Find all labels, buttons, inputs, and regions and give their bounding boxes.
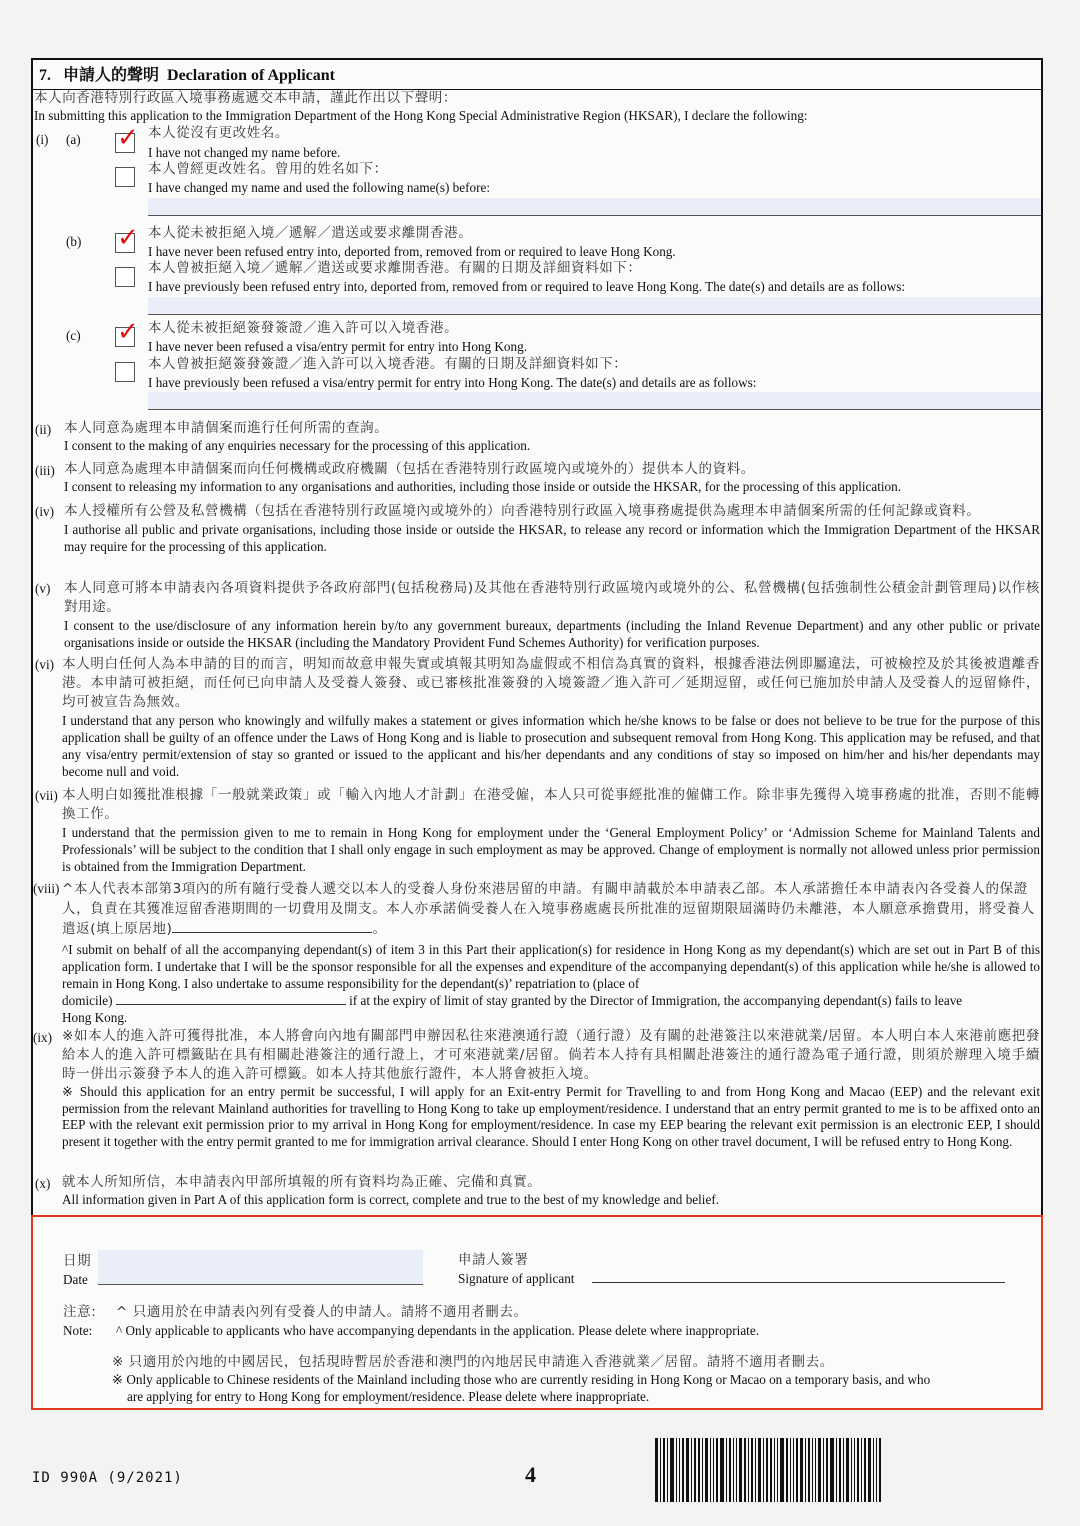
barcode-bar: [873, 1438, 874, 1502]
barcode-bar: [758, 1438, 761, 1502]
checkbox-never-refused-entry[interactable]: [115, 223, 139, 253]
barcode-bar: [698, 1438, 700, 1502]
barcode-bar: [660, 1438, 661, 1502]
refused-visa-details-field[interactable]: [148, 392, 1041, 410]
note-2-en-2: are applying for entry to Hong Kong for employment/residence. Please delete where inappropriate.: [127, 1389, 650, 1404]
checkbox-previously-refused-visa[interactable]: [115, 362, 135, 382]
opt-previously-refused-visa-zh: 本人曾被拒絕簽發簽證／進入許可以入境香港。有關的日期及詳細資料如下：: [148, 356, 628, 372]
item-iv-en: I authorise all public and private organisations, including those inside or outside the HKSAR, to release any record or information which the Immigration Department of the HKSAR may require for the processing of this application.: [64, 522, 1040, 554]
barcode-bar: [663, 1438, 665, 1502]
item-ix-label: (ix): [33, 1030, 53, 1045]
signature-label-en: Signature of applicant: [458, 1271, 575, 1286]
opt-previously-refused-entry-en: I have previously been refused entry into, deported from, removed from or required to leave Hong Kong. The date(s) and details are as follows:: [148, 279, 906, 294]
barcode-bar: [861, 1438, 862, 1502]
item-x: [62, 1174, 1040, 1208]
barcode-bar: [846, 1438, 849, 1502]
check-mark-icon: ✓: [117, 317, 139, 347]
checkbox-previously-refused-entry[interactable]: [115, 267, 135, 287]
barcode-bar: [705, 1438, 708, 1502]
barcode-bar: [744, 1438, 746, 1502]
check-mark-icon: ✓: [117, 223, 139, 253]
opt-never-refused-entry-zh: 本人從未被拒絕入境／遞解／遣送或要求離開香港。: [148, 225, 473, 241]
barcode-bar: [857, 1438, 859, 1502]
barcode-bar: [716, 1438, 718, 1502]
barcode-bar: [823, 1438, 824, 1502]
item-v: [64, 579, 1040, 651]
barcode-bar: [729, 1438, 731, 1502]
item-x-label: (x): [35, 1176, 51, 1191]
item-ix: [62, 1027, 1040, 1150]
checkbox-no-name-change[interactable]: [115, 123, 139, 153]
item-iv-label: (iv): [35, 504, 55, 519]
barcode-bar: [726, 1438, 727, 1502]
item-viii: [62, 879, 1040, 1026]
checkbox-name-changed[interactable]: [115, 167, 135, 187]
barcode-bar: [667, 1438, 668, 1502]
barcode-bar: [694, 1438, 696, 1502]
refused-entry-details-field[interactable]: [148, 297, 1041, 315]
barcode-bar: [808, 1438, 810, 1502]
item-vii: [62, 786, 1040, 875]
barcode-bar: [733, 1438, 734, 1502]
barcode-bar: [713, 1438, 714, 1502]
note-2-en-1: ※ Only applicable to Chinese residents of the Mainland including those who are currently residing in Hong Kong or Macao on a temporary basis, and who: [112, 1372, 931, 1387]
barcode-bar: [800, 1438, 803, 1502]
barcode-bar: [805, 1438, 806, 1502]
item-vii-en: I understand that the permission given to me to remain in Hong Kong for employment under the ‘General Employment Policy’ or ‘Admission Scheme for Mainland Talents and Professionals’ will be subject to the condition that I shall only engage in such employment as may be approved. Change of employment is normally not allowed unless prior permission is obtained from the Immigration Department.: [62, 825, 1040, 874]
note-1-en: ^ Only applicable to applicants who have accompanying dependants in the application. Please delete where inappropriate.: [116, 1323, 759, 1338]
section-title-en: Declaration of Applicant: [167, 67, 336, 84]
note-label-zh: 注意:: [63, 1304, 97, 1320]
barcode-bar: [682, 1438, 684, 1502]
barcode-bar: [670, 1438, 674, 1502]
item-iv-zh: 本人授權所有公營及私營機構（包括在香港特別行政區境內或境外的）向香港特別行政區入境事務處提供為處理本申請個案所需的任何記錄或資料。: [64, 503, 981, 519]
barcode-bar: [763, 1438, 764, 1502]
item-viii-en: ^I submit on behalf of all the accompanying dependant(s) of item 3 in this Part their application(s) for residence in Hong Kong as my dependant(s) which are set out in Part B of this application form. I undertake that I will be the sponsor responsible for all the expenses and expenditure of the accompanying dependant(s) of this application while he/she is allowed to remain in Hong Kong. I also undertake to assume responsibility for the dependant(s)’ repatriation to (place of: [62, 942, 1040, 991]
item-x-en: All information given in Part A of this application form is correct, complete and true to the best of my knowledge and belief.: [62, 1192, 720, 1207]
item-v-label: (v): [35, 581, 51, 596]
barcode-bar: [815, 1438, 816, 1502]
barcode-bar: [843, 1438, 844, 1502]
barcode-bar: [702, 1438, 703, 1502]
barcode-bar: [748, 1438, 749, 1502]
barcode-bar: [818, 1438, 821, 1502]
item-ii-label: (ii): [35, 422, 52, 437]
signature-field[interactable]: [592, 1282, 1005, 1283]
item-viii-zh: ^本人代表本部第3項內的所有隨行受養人遞交以本人的受養人身份來港居留的申請。有關申請載於本申請表乙部。本人承諾擔任本申請表內各受養人的保證人，負責在其獲准逗留香港期間的一切費用及開支。本人亦承諾倘受養人在入境事務處處長所批准的逗留期限屆滿時仍未離港，本人願意承擔費用，將受養人遣返(填上原居地): [62, 881, 1035, 937]
item-vi-en: I understand that any person who knowingly and wilfully makes a statement or gives information which he/she knows to be false or does not believe to be true for the purpose of this application shall be guilty of an offence under the Laws of Hong Kong and is liable to prosecution and subsequent removal from Hong Kong. This application may be refused, and that any visa/entry permit/extension of stay so granted or issued to the applicant and his/her dependants and any conditions of stay so imposed on him/her and his/her dependants may become null and void.: [62, 713, 1040, 779]
barcode-bar: [812, 1438, 813, 1502]
date-field[interactable]: [98, 1250, 423, 1285]
date-label-zh: 日期: [63, 1253, 92, 1269]
barcode-bar: [796, 1438, 798, 1502]
barcode-bar: [766, 1438, 768, 1502]
item-viii-domicile-label: domicile): [62, 993, 113, 1008]
item-x-zh: 就本人所知所信，本申請表內甲部所填報的所有資料均為正確、完備和真實。: [62, 1174, 542, 1190]
barcode: [655, 1438, 1063, 1502]
item-ii: [64, 420, 1040, 454]
note-label-en: Note:: [63, 1323, 93, 1338]
item-i-b-label: (b): [66, 234, 82, 249]
opt-previously-refused-visa-en: I have previously been refused a visa/entry permit for entry into Hong Kong. The date(s) and details are as follows:: [148, 375, 757, 390]
section-title-zh: 申請人的聲明: [63, 65, 160, 84]
barcode-bar: [774, 1438, 775, 1502]
item-vii-zh: 本人明白如獲批准根據「一般就業政策」或「輸入內地人才計劃」在港受僱，本人只可從事經批准的僱傭工作。除非事先獲得入境事務處的批准，否則不能轉換工作。: [62, 787, 1040, 822]
barcode-bar: [777, 1438, 778, 1502]
barcode-bar: [864, 1438, 866, 1502]
form-id: ID 990A (9/2021): [32, 1470, 183, 1486]
item-v-zh: 本人同意可將本申請表內各項資料提供予各政府部門(包括稅務局)及其他在香港特別行政區境內或境外的公、私營機構(包括強制性公積金計劃管理局)以作核對用途。: [64, 580, 1040, 615]
item-vi-label: (vi): [35, 657, 55, 672]
item-viii-en-last: Hong Kong.: [62, 1010, 128, 1025]
item-vi: [62, 655, 1040, 780]
item-viii-label: (viii): [33, 881, 60, 896]
note-2-zh: ※ 只適用於內地的中國居民，包括現時暫居於香港和澳門的內地居民申請進入香港就業／居留。請將不適用者刪去。: [112, 1354, 834, 1370]
barcode-bar: [793, 1438, 794, 1502]
note-1-zh: ^ 只適用於在申請表內列有受養人的申請人。請將不適用者刪去。: [116, 1304, 528, 1320]
opt-no-name-change-en: I have not changed my name before.: [148, 145, 341, 160]
barcode-bar: [691, 1438, 692, 1502]
opt-no-name-change-zh: 本人從沒有更改姓名。: [148, 125, 289, 141]
item-ii-zh: 本人同意為處理本申請個案而進行任何所需的查詢。: [64, 420, 389, 436]
check-mark-icon: ✓: [117, 123, 139, 153]
opt-never-refused-visa-en: I have never been refused a visa/entry permit for entry into Hong Kong.: [148, 339, 528, 354]
barcode-bar: [876, 1438, 877, 1502]
item-vii-label: (vii): [35, 788, 58, 803]
barcode-bar: [826, 1438, 828, 1502]
item-viii-en-rest: if at the expiry of limit of stay granted by the Director of Immigration, the accompanying dependant(s) fails to leave: [349, 993, 963, 1008]
origin-place-field[interactable]: [172, 920, 372, 933]
barcode-bar: [770, 1438, 772, 1502]
opt-never-refused-entry-en: I have never been refused entry into, deported from, removed from or required to leave Hong Kong.: [148, 244, 676, 259]
opt-never-refused-visa-zh: 本人從未被拒絕簽發簽證／進入許可以入境香港。: [148, 320, 459, 336]
barcode-bar: [780, 1438, 784, 1502]
opt-previously-refused-entry-zh: 本人曾被拒絕入境／遞解／遣送或要求離開香港。有關的日期及詳細資料如下：: [148, 260, 642, 276]
item-ii-en: I consent to the making of any enquiries necessary for the processing of this application.: [64, 438, 531, 453]
barcode-bar: [679, 1438, 680, 1502]
barcode-bar: [739, 1438, 742, 1502]
barcode-bar: [790, 1438, 791, 1502]
barcode-bar: [786, 1438, 788, 1502]
barcode-bar: [854, 1438, 855, 1502]
item-iii-en: I consent to releasing my information to any organisations and authorities, including those inside or outside the HKSAR, for the processing of this application.: [64, 479, 902, 494]
item-ix-en: ※ Should this application for an entry permit be successful, I will apply for an Exit-entry Permit for Travelling to and from Hong Kong and Macao (EEP) and the relevant exit permission from the relevant Mainland authorities for travelling to Hong Kong to take up employment/residence. I understand that an entry permit granted to me is to be affixed onto an EEP with the relevant exit permission prior to my arrival in Hong Kong for employment/residence. In case my EEP bearing the relevant exit permission is an electronic EEP, I should present it together with the entry permit granted to me for immigration arrival clearance. Should I enter Hong Kong on other travel document, I will be refused entry to Hong Kong.: [62, 1084, 1040, 1149]
domicile-field[interactable]: [116, 992, 346, 1005]
page-number: 4: [525, 1462, 536, 1487]
item-vi-zh: 本人明白任何人為本申請的目的而言，明知而故意申報失實或填報其明知為虛假或不相信為真實的資料，根據香港法例即屬違法，可被檢控及於其後被遣離香港。本申請可被拒絕，而任何已向申請人及受養人簽發、或已審核批准簽發的入境簽證／進入許可／延期逗留，或任何已施加於申請人及受養人的逗留條件，均可被宣告為無效。: [62, 656, 1040, 710]
item-iii-zh: 本人同意為處理本申請個案而向任何機構或政府機關（包括在香港特別行政區境內或境外的）提供本人的資料。: [64, 461, 755, 477]
opt-name-changed-en: I have changed my name and used the following name(s) before:: [148, 180, 491, 195]
barcode-bar: [751, 1438, 753, 1502]
barcode-bar: [676, 1438, 677, 1502]
item-ix-zh: ※如本人的進入許可獲得批准，本人將會向內地有關部門申辦因私往來港澳通行證（通行證）及有關的赴港簽注以來港就業/居留。本人明白本人來港前應把發給本人的進入許可標籤貼在具有相關赴港簽注的通行證上，才可來港就業/居留。倘若本人持有具相關赴港簽注的通行證為電子通行證，則須於辦理入境手續時一併出示簽發予本人的進入許可標籤。如本人持其他旅行證件，本人將會被拒入境。: [62, 1028, 1040, 1082]
barcode-bar: [830, 1438, 834, 1502]
item-viii-zh-end: 。: [372, 921, 387, 937]
item-iii-label: (iii): [35, 463, 55, 478]
date-label-en: Date: [63, 1272, 88, 1287]
item-i-label: (i): [36, 132, 49, 147]
barcode-bar: [836, 1438, 837, 1502]
item-i-c-label: (c): [66, 328, 81, 343]
barcode-bar: [720, 1438, 724, 1502]
item-v-en: I consent to the use/disclosure of any information herein by/to any government bureaux, departments (including the Inland Revenue Department) and any other public or private organisations inside or outside the HKSAR (including the Mandatory Provident Fund Schemes Authority) for verification purposes.: [64, 618, 1040, 650]
intro-en: In submitting this application to the Immigration Department of the Hong Kong Special Administrative Region (HKSAR), I declare the following:: [34, 108, 808, 123]
barcode-bar: [755, 1438, 756, 1502]
barcode-bar: [839, 1438, 841, 1502]
opt-name-changed-zh: 本人曾經更改姓名。曾用的姓名如下：: [148, 161, 388, 177]
barcode-bar: [851, 1438, 852, 1502]
barcode-bar: [736, 1438, 737, 1502]
barcode-bar: [655, 1438, 658, 1502]
previous-names-field[interactable]: [148, 198, 1041, 216]
section-number: 7.: [39, 67, 51, 84]
intro-zh: 本人向香港特別行政區入境事務處遞交本申請，謹此作出以下聲明：: [34, 90, 457, 106]
section-header: [33, 60, 1041, 90]
barcode-bar: [710, 1438, 711, 1502]
signature-label-zh: 申請人簽署: [458, 1252, 529, 1268]
item-i-a-label: (a): [66, 132, 81, 147]
checkbox-never-refused-visa[interactable]: [115, 317, 139, 347]
item-iii: [64, 461, 1040, 495]
item-iv: [64, 502, 1040, 555]
barcode-bar: [686, 1438, 689, 1502]
barcode-bar: [879, 1438, 881, 1502]
barcode-bar: [868, 1438, 871, 1502]
